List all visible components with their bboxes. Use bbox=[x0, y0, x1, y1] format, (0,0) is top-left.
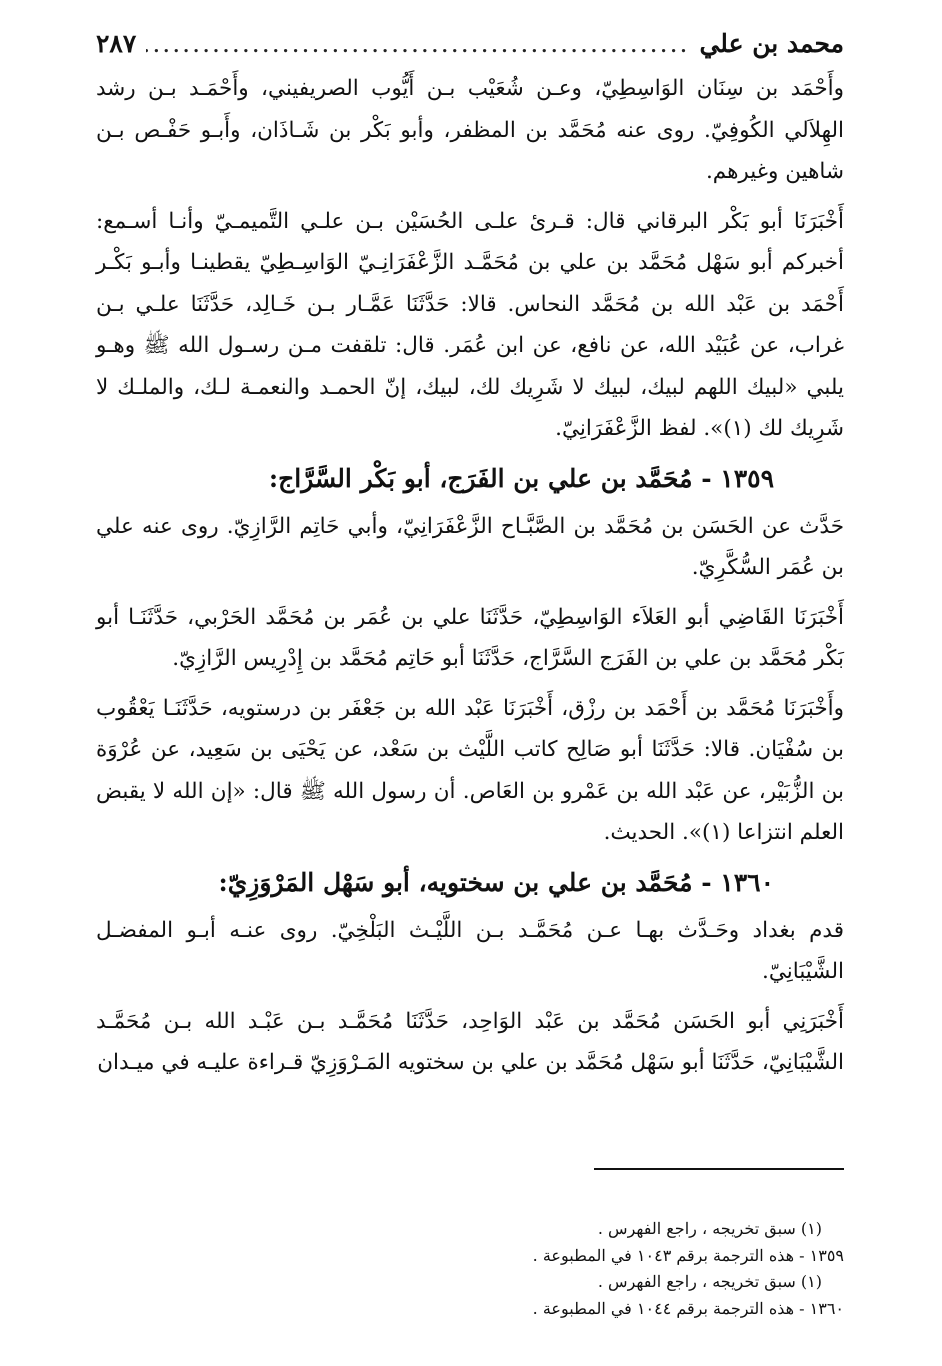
footnote: (١) سبق تخريجه ، راجع الفهرس . bbox=[597, 1219, 822, 1238]
page-number: ٢٨٧ bbox=[96, 29, 137, 58]
running-title: محمد بن علي bbox=[699, 29, 844, 58]
footnote: ١٣٦٠ - هذه الترجمة برقم ١٠٤٤ في المطبوعة . bbox=[532, 1298, 844, 1318]
footnote: ١٣٥٩ - هذه الترجمة برقم ١٠٤٣ في المطبوعة . bbox=[532, 1245, 844, 1265]
paragraph: وأَخْبَرَنَا مُحَمَّد بن أَحْمَد بن رزْق، أَخْبَرَنَا عَبْد الله بن جَعْفَر بن درستويه، حَدَّثَنَـا يَعْقُوب بن سُفْيَان. قالا: حَدَّثَنَا أبو صَالِح كاتب اللَّيْث بن سَعْد، عن يَحْيَى بن سَعِيد، عن عُرْوَة بن الزُّبَيْر، عن عَبْد الله بن عَمْرو بن العَاص. أن رسول الله ﷺ قال: «إن الله لا يقبض العلم انتزاعا (١)». الحديث. bbox=[96, 695, 844, 845]
paragraph: أَخْبَرَنِي أبو الحَسَن مُحَمَّد بن عَبْد الوَاحِد، حَدَّثَنَا مُحَمَّـد بـن عَبْـد الله بـن مُحَمَّـد الشَّيْبَانِيّ، حَدَّثَنَا أبو سَهْل مُحَمَّد بن علي بن سختويه المَـرْوَزِيّ قـراءة عليـه في ميـدان bbox=[96, 1008, 844, 1075]
entry-heading: ١٣٦٠ - مُحَمَّد بن علي بن سختويه، أبو سَهْل المَرْوَزِيّ: bbox=[218, 867, 774, 897]
footnotes bbox=[96, 1216, 844, 1322]
book-page bbox=[96, 26, 844, 1318]
paragraph: أَخْبَرَنَا أبو بَكْر البرقاني قال: قـرئ علـى الحُسَيْن بـن علـي التَّميمـيّ وأنـا أسـمع: أخبركم أبو سَهْل مُحَمَّد بن علي بن مُحَمَّـد الزَّعْفَرَانِـيّ الوَاسِـطِيّ يقطينـا وأبـو بَكْـر أَحْمَد بن عَبْد الله بن مُحَمَّد النحاس. قالا: حَدَّثَنَا عَمَّـار بـن خَـالِد، حَدَّثَنَا علـي بـن غراب، عن عُبَيْد الله، عن نافع، عن ابن عُمَر. قال: تلقفت مـن رسـول الله ﷺ وهـو يلبي «لبيك اللهم لبيك، لبيك لا شَرِيك لك، لبيك، إنّ الحمـد والنعمـة لـك، والملـك لا شَرِيك لك (١)». لفظ الزَّعْفَرَانِيّ. bbox=[96, 208, 844, 441]
footnote: (١) سبق تخريجه ، راجع الفهرس . bbox=[597, 1272, 822, 1291]
paragraph: حَدَّث عن الحَسَن بن مُحَمَّد بن الصَّبَّـاح الزَّعْفَرَانِيّ، وأبي حَاتِم الرَّازِيّ. روى عنه علي بن عُمَر السُّكَّرِيّ. bbox=[96, 513, 844, 580]
paragraph: وأَحْمَد بن سِنَان الوَاسِطِيّ، وعـن شُعَيْب بـن أَيُّوب الصريفيني، وأَحْمَـد بـن رشد الهِلاَلي الكُوفِيّ. روى عنه مُحَمَّد بن المظفر، وأبو بَكْر بن شَـاذَان، وأَبـو حَفْـص بـن شاهين وغيرهم. bbox=[96, 76, 844, 184]
footnote-separator bbox=[594, 1168, 844, 1170]
entry-heading: ١٣٥٩ - مُحَمَّد بن علي بن الفَرَج، أبو بَكْر السَّرَّاج: bbox=[268, 463, 774, 493]
running-header bbox=[96, 26, 844, 66]
paragraph: أَخْبَرَنَا القَاضِي أبو العَلاَء الوَاسِطِيّ، حَدَّثَنَا علي بن عُمَر بن مُحَمَّد الحَرْبي، حَدَّثَنَـا أبو بَكْر مُحَمَّد بن علي بن الفَرَج السَّرَّاج، حَدَّثَنَا أبو حَاتِم مُحَمَّد بن إِدْرِيس الرَّازِيّ. bbox=[96, 604, 844, 671]
body-text bbox=[96, 68, 844, 1084]
dot-leader bbox=[146, 26, 689, 62]
paragraph: قدم بغداد وحَـدَّث بهـا عـن مُحَمَّـد بـن اللَّيْـث البَلْخِيّ. روى عنـه أبـو المفضـل الشَّيْبَانِيّ. bbox=[96, 917, 844, 984]
